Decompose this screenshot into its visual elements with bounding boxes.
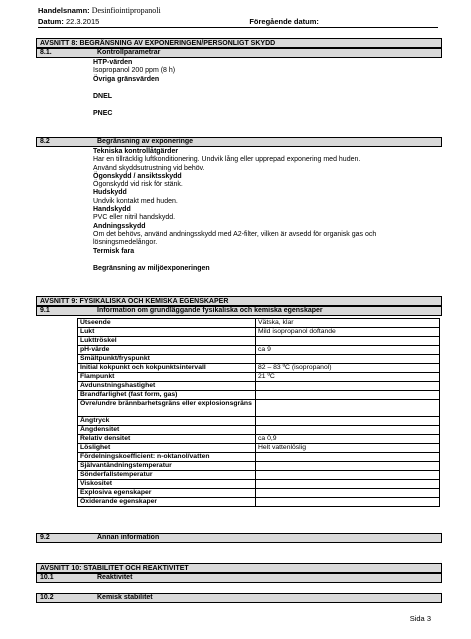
subsection-title: Begränsning av exponeringe bbox=[97, 138, 194, 145]
property-name: Ångtryck bbox=[78, 417, 256, 426]
property-value bbox=[256, 498, 440, 507]
date-label: Datum: bbox=[38, 16, 64, 26]
previous-date-label: Föregående datum: bbox=[249, 16, 319, 26]
respiratory-protection-label: Andningsskydd bbox=[93, 222, 146, 230]
subsection-9-2-heading bbox=[36, 533, 442, 543]
property-name: Flampunkt bbox=[78, 373, 256, 382]
table-row bbox=[78, 391, 440, 400]
control-parameters-block bbox=[93, 59, 438, 118]
tech-controls-line2: Använd skyddsutrustning vid behöv. bbox=[93, 164, 205, 172]
dnel-label: DNEL bbox=[93, 92, 113, 100]
subsection-8-1-heading bbox=[36, 48, 442, 58]
subsection-9-1-heading bbox=[36, 306, 442, 316]
property-name: Sönderfallstemperatur bbox=[78, 471, 256, 480]
table-row bbox=[78, 426, 440, 435]
subsection-title: Annan information bbox=[97, 534, 160, 541]
property-name: Utseende bbox=[78, 319, 256, 328]
property-name: Oxiderande egenskaper bbox=[78, 498, 256, 507]
tech-controls-label: Tekniska kontrollåtgärder bbox=[93, 148, 179, 155]
property-value: ca 0,9 bbox=[256, 435, 440, 444]
section-8-heading: AVSNITT 8: BEGRÄNSNING AV EXPONERINGEN/PERSONLIGT SKYDD bbox=[36, 38, 442, 48]
table-row bbox=[78, 471, 440, 480]
eye-protection-value: Ögonskydd vid risk för stänk. bbox=[93, 181, 183, 189]
table-row bbox=[78, 417, 440, 426]
table-row bbox=[78, 435, 440, 444]
table-row bbox=[78, 328, 440, 337]
property-value: Vätska, klar bbox=[256, 319, 440, 328]
hand-protection-value: PVC eller nitril handskydd. bbox=[93, 214, 176, 222]
property-value bbox=[256, 453, 440, 462]
property-value: 21 ºC bbox=[256, 373, 440, 382]
property-name: Explosiva egenskaper bbox=[78, 489, 256, 498]
table-row bbox=[78, 364, 440, 373]
property-value: ca 9 bbox=[256, 346, 440, 355]
property-name: Viskositet bbox=[78, 480, 256, 489]
respiratory-protection-line2: lösningsmedelångor. bbox=[93, 239, 158, 247]
property-value bbox=[256, 489, 440, 498]
subsection-number: 10.2 bbox=[40, 594, 54, 601]
property-name: Initial kokpunkt och kokpunktsintervall bbox=[78, 364, 256, 373]
property-name: Brandfarlighet (fast form, gas) bbox=[78, 391, 256, 400]
property-value bbox=[256, 417, 440, 426]
tech-controls-line1: Har en tillräcklig luftkonditionering. Undvik lång eller upprepad exponering med huden. bbox=[93, 156, 361, 164]
table-row bbox=[78, 462, 440, 471]
subsection-number: 9.1 bbox=[40, 307, 50, 314]
table-row bbox=[78, 400, 440, 417]
table-row bbox=[78, 453, 440, 462]
property-name: Ångdensitet bbox=[78, 426, 256, 435]
table-row bbox=[78, 319, 440, 328]
table-row bbox=[78, 337, 440, 346]
property-value bbox=[256, 382, 440, 391]
document-header bbox=[38, 6, 438, 28]
properties-table bbox=[77, 318, 440, 507]
property-value bbox=[256, 355, 440, 364]
property-name: Lukt bbox=[78, 328, 256, 337]
property-name: Fördelningskoefficient: n-oktanol/vatten bbox=[78, 453, 256, 462]
environmental-exposure-label: Begränsning av miljöexponeringen bbox=[93, 264, 210, 272]
property-value bbox=[256, 480, 440, 489]
property-name: Övre/undre brännbarhetsgräns eller explosionsgräns bbox=[78, 400, 256, 417]
property-name: Lukttröskel bbox=[78, 337, 256, 346]
htp-value: Isopropanol 200 ppm (8 h) bbox=[93, 67, 176, 75]
respiratory-protection-line1: Om det behövs, använd andningsskydd med A2-filter, vilken är avsedd för organisk gas och bbox=[93, 230, 377, 238]
subsection-title: Kontrollparametrar bbox=[97, 49, 161, 56]
property-value bbox=[256, 471, 440, 480]
property-value: Mild isopropanol doftande bbox=[256, 328, 440, 337]
thermal-hazard-label: Termisk fara bbox=[93, 247, 135, 255]
subsection-number: 8.2 bbox=[40, 138, 50, 145]
property-name: Smältpunkt/fryspunkt bbox=[78, 355, 256, 364]
property-name: Löslighet bbox=[78, 444, 256, 453]
other-limits-label: Övriga gränsvärden bbox=[93, 75, 160, 83]
subsection-title: Kemisk stabilitet bbox=[97, 594, 153, 601]
trade-name-value: Desinfiointipropanoli bbox=[91, 6, 161, 15]
page-number: Sida 3 bbox=[409, 614, 431, 623]
subsection-title: Reaktivitet bbox=[97, 574, 133, 581]
table-row bbox=[78, 373, 440, 382]
trade-name-label: Handelsnamn: bbox=[38, 6, 90, 15]
date-value: 22.3.2015 bbox=[65, 16, 100, 26]
property-value bbox=[256, 391, 440, 400]
eye-protection-label: Ögonskydd / ansiktsskydd bbox=[93, 172, 182, 180]
property-value: Helt vattenlöslig bbox=[256, 444, 440, 453]
table-row bbox=[78, 489, 440, 498]
subsection-10-1-heading bbox=[36, 573, 442, 583]
trade-name-line bbox=[38, 6, 438, 16]
property-value bbox=[256, 426, 440, 435]
property-name: Avdunstningshastighet bbox=[78, 382, 256, 391]
table-row bbox=[78, 444, 440, 453]
table-row bbox=[78, 480, 440, 489]
table-row bbox=[78, 382, 440, 391]
skin-protection-value: Undvik kontakt med huden. bbox=[93, 197, 178, 205]
subsection-number: 8.1. bbox=[40, 49, 52, 56]
property-value bbox=[256, 400, 440, 417]
section-9-heading: AVSNITT 9: FYSIKALISKA OCH KEMISKA EGENSKAPER bbox=[36, 296, 442, 306]
skin-protection-label: Hudskydd bbox=[93, 189, 127, 197]
subsection-8-2-heading bbox=[36, 137, 442, 147]
subsection-number: 10.1 bbox=[40, 574, 54, 581]
subsection-10-2-heading bbox=[36, 593, 442, 603]
table-row bbox=[78, 346, 440, 355]
date-line bbox=[38, 17, 438, 28]
property-value bbox=[256, 337, 440, 346]
table-row bbox=[78, 498, 440, 507]
property-value: 82 – 83 ºC (isopropanol) bbox=[256, 364, 440, 373]
table-row bbox=[78, 355, 440, 364]
hand-protection-label: Handskydd bbox=[93, 206, 131, 214]
subsection-number: 9.2 bbox=[40, 534, 50, 541]
pnec-label: PNEC bbox=[93, 110, 113, 118]
property-name: Relativ densitet bbox=[78, 435, 256, 444]
exposure-controls-block bbox=[93, 148, 438, 273]
subsection-title: Information om grundläggande fysikaliska och kemiska egenskaper bbox=[97, 307, 323, 314]
property-name: Självantändningstemperatur bbox=[78, 462, 256, 471]
section-10-heading: AVSNITT 10: STABILITET OCH REAKTIVITET bbox=[36, 563, 442, 573]
htp-label: HTP-värden bbox=[93, 59, 133, 66]
property-name: pH-värde bbox=[78, 346, 256, 355]
property-value bbox=[256, 462, 440, 471]
